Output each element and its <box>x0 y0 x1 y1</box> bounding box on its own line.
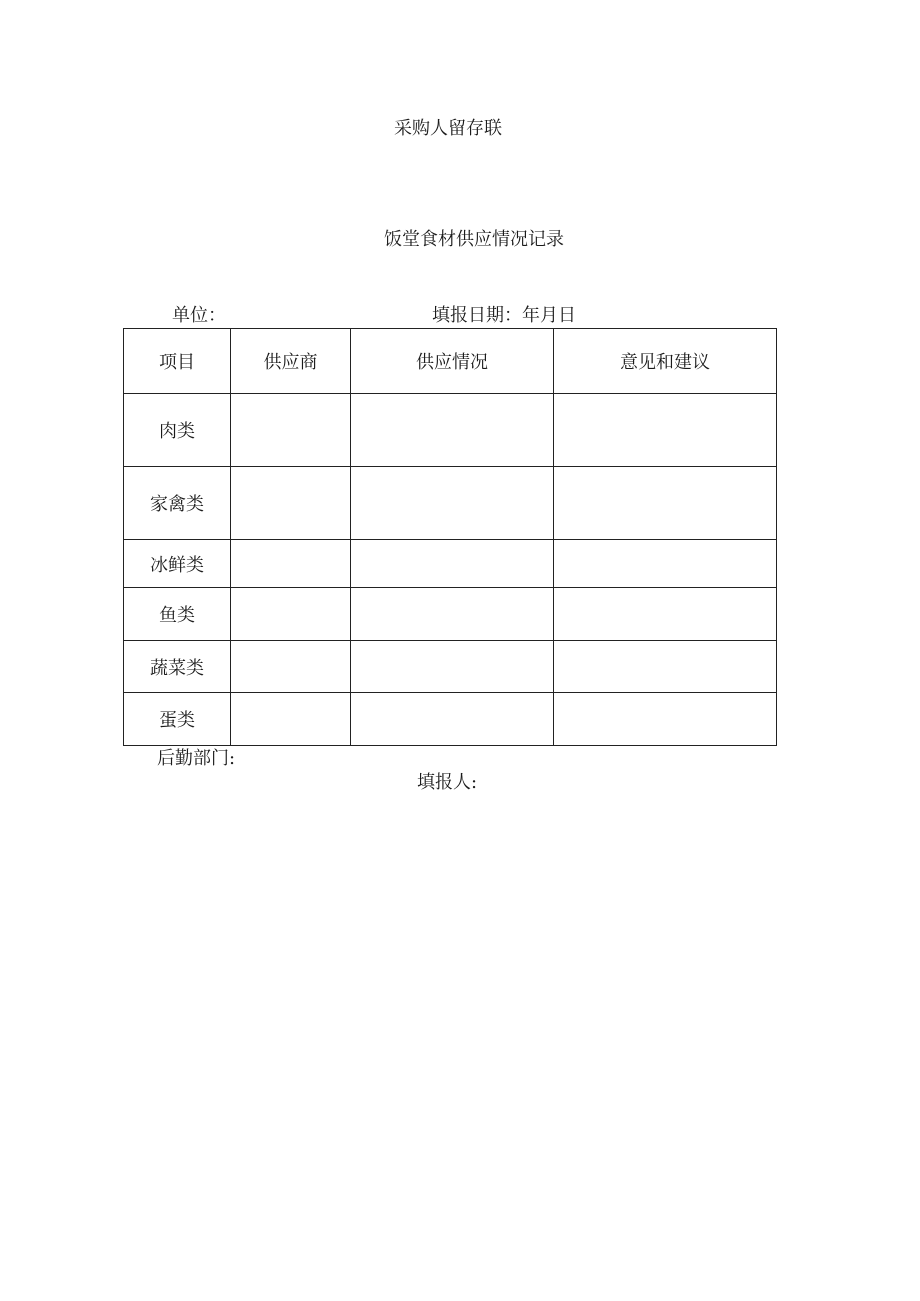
supplier-cell[interactable] <box>231 467 351 540</box>
status-cell[interactable] <box>351 641 554 693</box>
page-title: 饭堂食材供应情况记录 <box>384 229 564 250</box>
advice-cell[interactable] <box>554 641 777 693</box>
advice-cell[interactable] <box>554 693 777 746</box>
dept-label: 后勤部门: <box>157 748 236 769</box>
supply-record-table <box>123 328 777 746</box>
status-cell[interactable] <box>351 394 554 467</box>
supplier-cell[interactable] <box>231 394 351 467</box>
row-item: 鱼类 <box>124 588 231 641</box>
advice-cell[interactable] <box>554 467 777 540</box>
supplier-cell[interactable] <box>231 540 351 588</box>
header-item: 项目 <box>124 329 231 394</box>
supplier-cell[interactable] <box>231 641 351 693</box>
table-row <box>124 641 777 693</box>
header-advice: 意见和建议 <box>554 329 777 394</box>
row-item: 冰鲜类 <box>124 540 231 588</box>
advice-cell[interactable] <box>554 588 777 641</box>
unit-label: 单位： <box>172 305 226 326</box>
header-status: 供应情况 <box>351 329 554 394</box>
status-cell[interactable] <box>351 467 554 540</box>
row-item: 肉类 <box>124 394 231 467</box>
header-supplier: 供应商 <box>231 329 351 394</box>
advice-cell[interactable] <box>554 540 777 588</box>
table-row <box>124 693 777 746</box>
advice-cell[interactable] <box>554 394 777 467</box>
filler-label: 填报人: <box>417 772 478 793</box>
row-item: 蛋类 <box>124 693 231 746</box>
supplier-cell[interactable] <box>231 693 351 746</box>
table-row <box>124 588 777 641</box>
table-row <box>124 394 777 467</box>
supplier-cell[interactable] <box>231 588 351 641</box>
row-item: 蔬菜类 <box>124 641 231 693</box>
date-label: 填报日期：年月日 <box>432 305 576 326</box>
copy-label: 采购人留存联 <box>394 118 502 139</box>
row-item: 家禽类 <box>124 467 231 540</box>
table-header-row <box>124 329 777 394</box>
table-row <box>124 467 777 540</box>
status-cell[interactable] <box>351 693 554 746</box>
status-cell[interactable] <box>351 540 554 588</box>
status-cell[interactable] <box>351 588 554 641</box>
table-row <box>124 540 777 588</box>
